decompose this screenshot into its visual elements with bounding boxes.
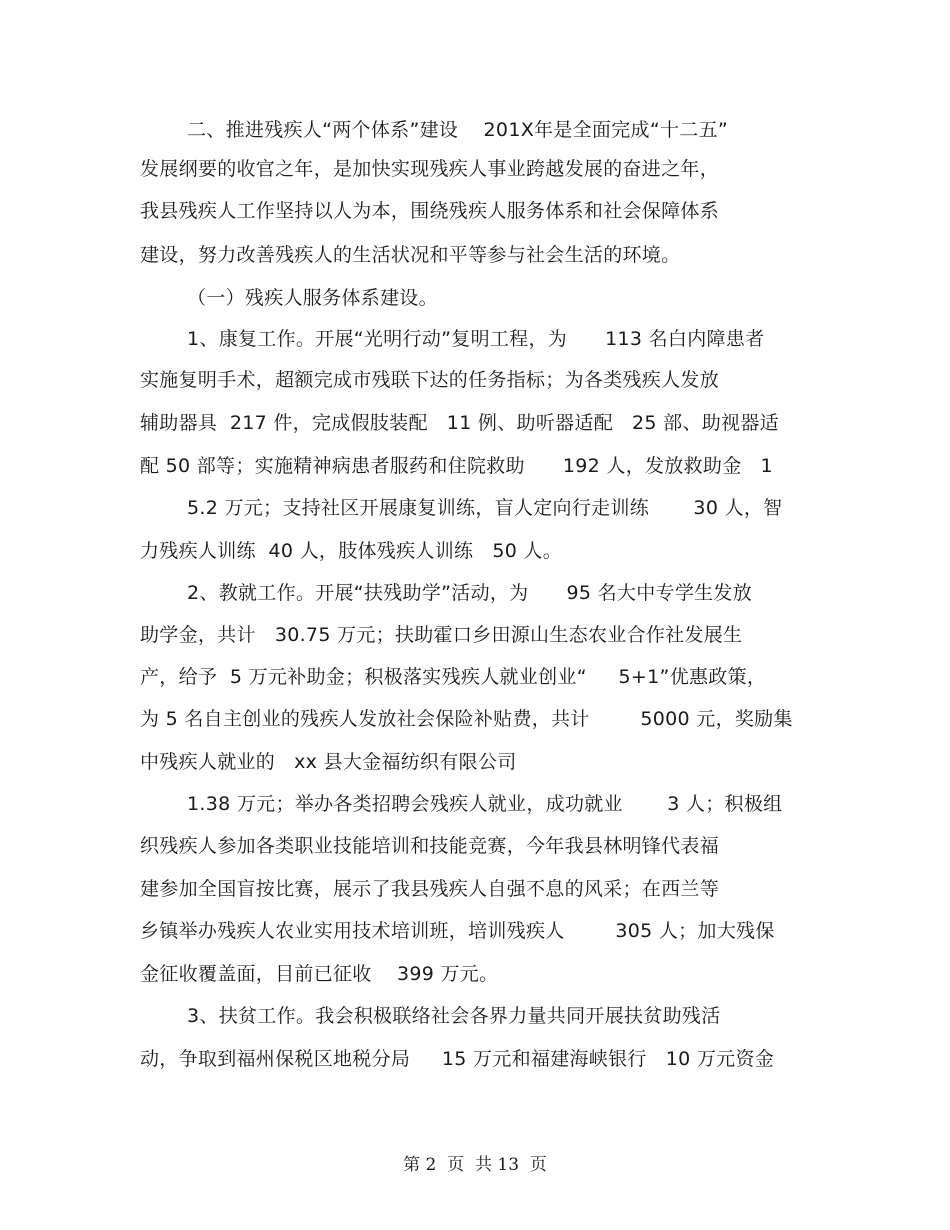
body-line: 1.38 万元；举办各类招聘会残疾人就业，成功就业 3 人；积极组 xyxy=(187,793,783,815)
body-line: 配 50 部等；实施精神病患者服药和住院救助 192 人，发放救助金 1 xyxy=(140,455,773,477)
body-line: 辅助器具 217 件，完成假肢装配 11 例、助听器适配 25 部、助视器适 xyxy=(140,412,779,434)
body-line: 金征收覆盖面，目前已征收 399 万元。 xyxy=(140,963,499,985)
body-line: 动，争取到福州保税区地税分局 15 万元和福建海峡银行 10 万元资金 xyxy=(140,1048,775,1070)
body-line: 织残疾人参加各类职业技能培训和技能竞赛，今年我县林明锋代表福 xyxy=(140,835,720,857)
body-line: 建设，努力改善残疾人的生活状况和平等参与社会生活的环境。 xyxy=(140,244,681,266)
body-line: 二、推进残疾人“两个体系”建设 201X年是全面完成“十二五” xyxy=(187,119,729,141)
body-line: 实施复明手术，超额完成市残联下达的任务指标；为各类残疾人发放 xyxy=(140,369,720,391)
body-line: 发展纲要的收官之年，是加快实现残疾人事业跨越发展的奋进之年， xyxy=(140,158,720,180)
body-line: 产，给予 5 万元补助金；积极落实残疾人就业创业“ 5+1”优惠政策， xyxy=(140,666,767,688)
body-line: 我县残疾人工作坚持以人为本，围绕残疾人服务体系和社会保障体系 xyxy=(140,200,720,222)
body-line: 2、教就工作。开展“扶残助学”活动，为 95 名大中专学生发放 xyxy=(187,582,753,604)
body-line: 乡镇举办残疾人农业实用技术培训班，培训残疾人 305 人；加大残保 xyxy=(140,920,775,942)
section-heading: （一）残疾人服务体系建设。 xyxy=(187,287,438,309)
body-line: 中残疾人就业的 xx 县大金福纺织有限公司 xyxy=(140,751,517,773)
body-line: 1、康复工作。开展“光明行动”复明工程，为 113 名白内障患者 xyxy=(187,328,765,350)
body-line: 力残疾人训练 40 人，肢体残疾人训练 50 人。 xyxy=(140,540,563,562)
body-line: 3、扶贫工作。我会积极联络社会各界力量共同开展扶贫助残活 xyxy=(187,1005,721,1027)
body-line: 为 5 名自主创业的残疾人发放社会保险补贴费，共计 5000 元，奖励集 xyxy=(140,708,793,730)
body-line: 5.2 万元；支持社区开展康复训练，盲人定向行走训练 30 人，智 xyxy=(187,497,783,519)
page-number-footer: 第 2 页 共 13 页 xyxy=(403,1155,547,1175)
body-line: 建参加全国盲按比赛，展示了我县残疾人自强不息的风采；在西兰等 xyxy=(140,878,720,900)
body-line: 助学金，共计 30.75 万元；扶助霍口乡田源山生态农业合作社发展生 xyxy=(140,624,743,646)
